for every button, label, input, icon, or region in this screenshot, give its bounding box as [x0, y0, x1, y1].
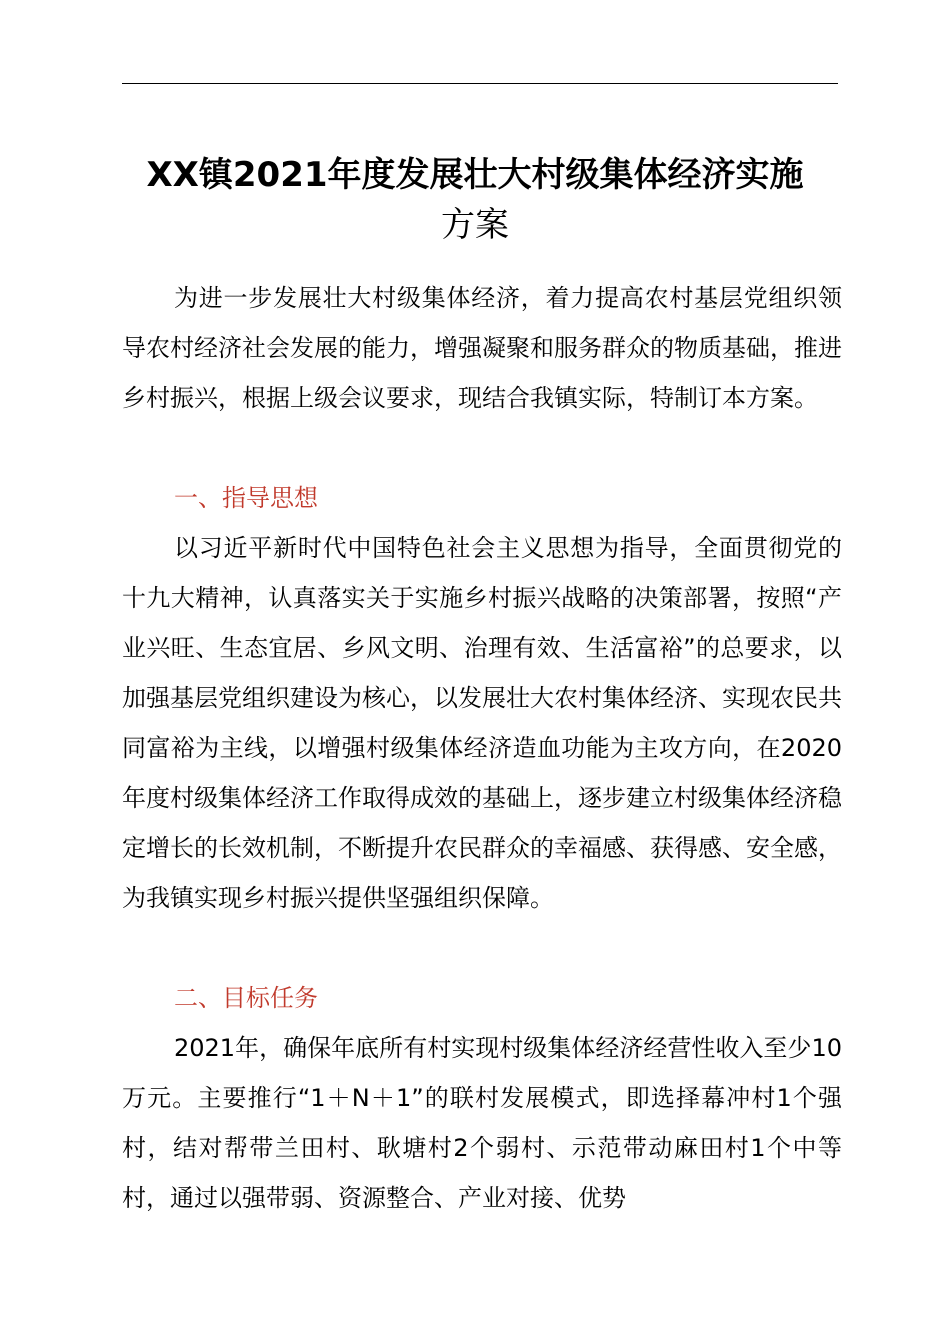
title-rest: 年度发展壮大村级集体经济实施: [327, 155, 804, 195]
header-rule: [122, 83, 838, 84]
intro-paragraph: 为进一步发展壮大村级集体经济，着力提高农村基层党组织领导农村经济社会发展的能力，增强凝聚和服务群众的物质基础，推进乡村振兴，根据上级会议要求，现结合我镇实际，特制订本方案。: [122, 284, 842, 412]
section-heading-goals-tasks: 二、目标任务: [174, 984, 318, 1012]
section2-paragraph: 2021年，确保年底所有村实现村级集体经济经营性收入至少10万元。主要推行“1＋N＋1”的联村发展模式，即选择幕冲村1个强村，结对帮带兰田村、耿塘村2个弱村、示范带动麻田村1个中等村，通过以强带弱、资源整合、产业对接、优势: [122, 1034, 842, 1212]
title-town: 镇: [198, 155, 233, 195]
section-heading-guiding-ideology: 一、指导思想: [174, 484, 318, 512]
section1-paragraph: 以习近平新时代中国特色社会主义思想为指导，全面贯彻党的十九大精神，认真落实关于实施乡村振兴战略的决策部署，按照“产业兴旺、生态宜居、乡风文明、治理有效、生活富裕”的总要求，以加强基层党组织建设为核心，以发展壮大农村集体经济、实现农民共同富裕为主线，以增强村级集体经济造血功能为主攻方向，在2020年度村级集体经济工作取得成效的基础上，逐步建立村级集体经济稳定增长的长效机制，不断提升农民群众的幸福感、获得感、安全感，为我镇实现乡村振兴提供坚强组织保障。: [122, 534, 842, 912]
title-year: 2021: [232, 155, 328, 195]
title-prefix: XX: [146, 155, 199, 195]
document-title-line1: [90, 150, 860, 200]
document-title-line2: 方案: [441, 205, 509, 245]
